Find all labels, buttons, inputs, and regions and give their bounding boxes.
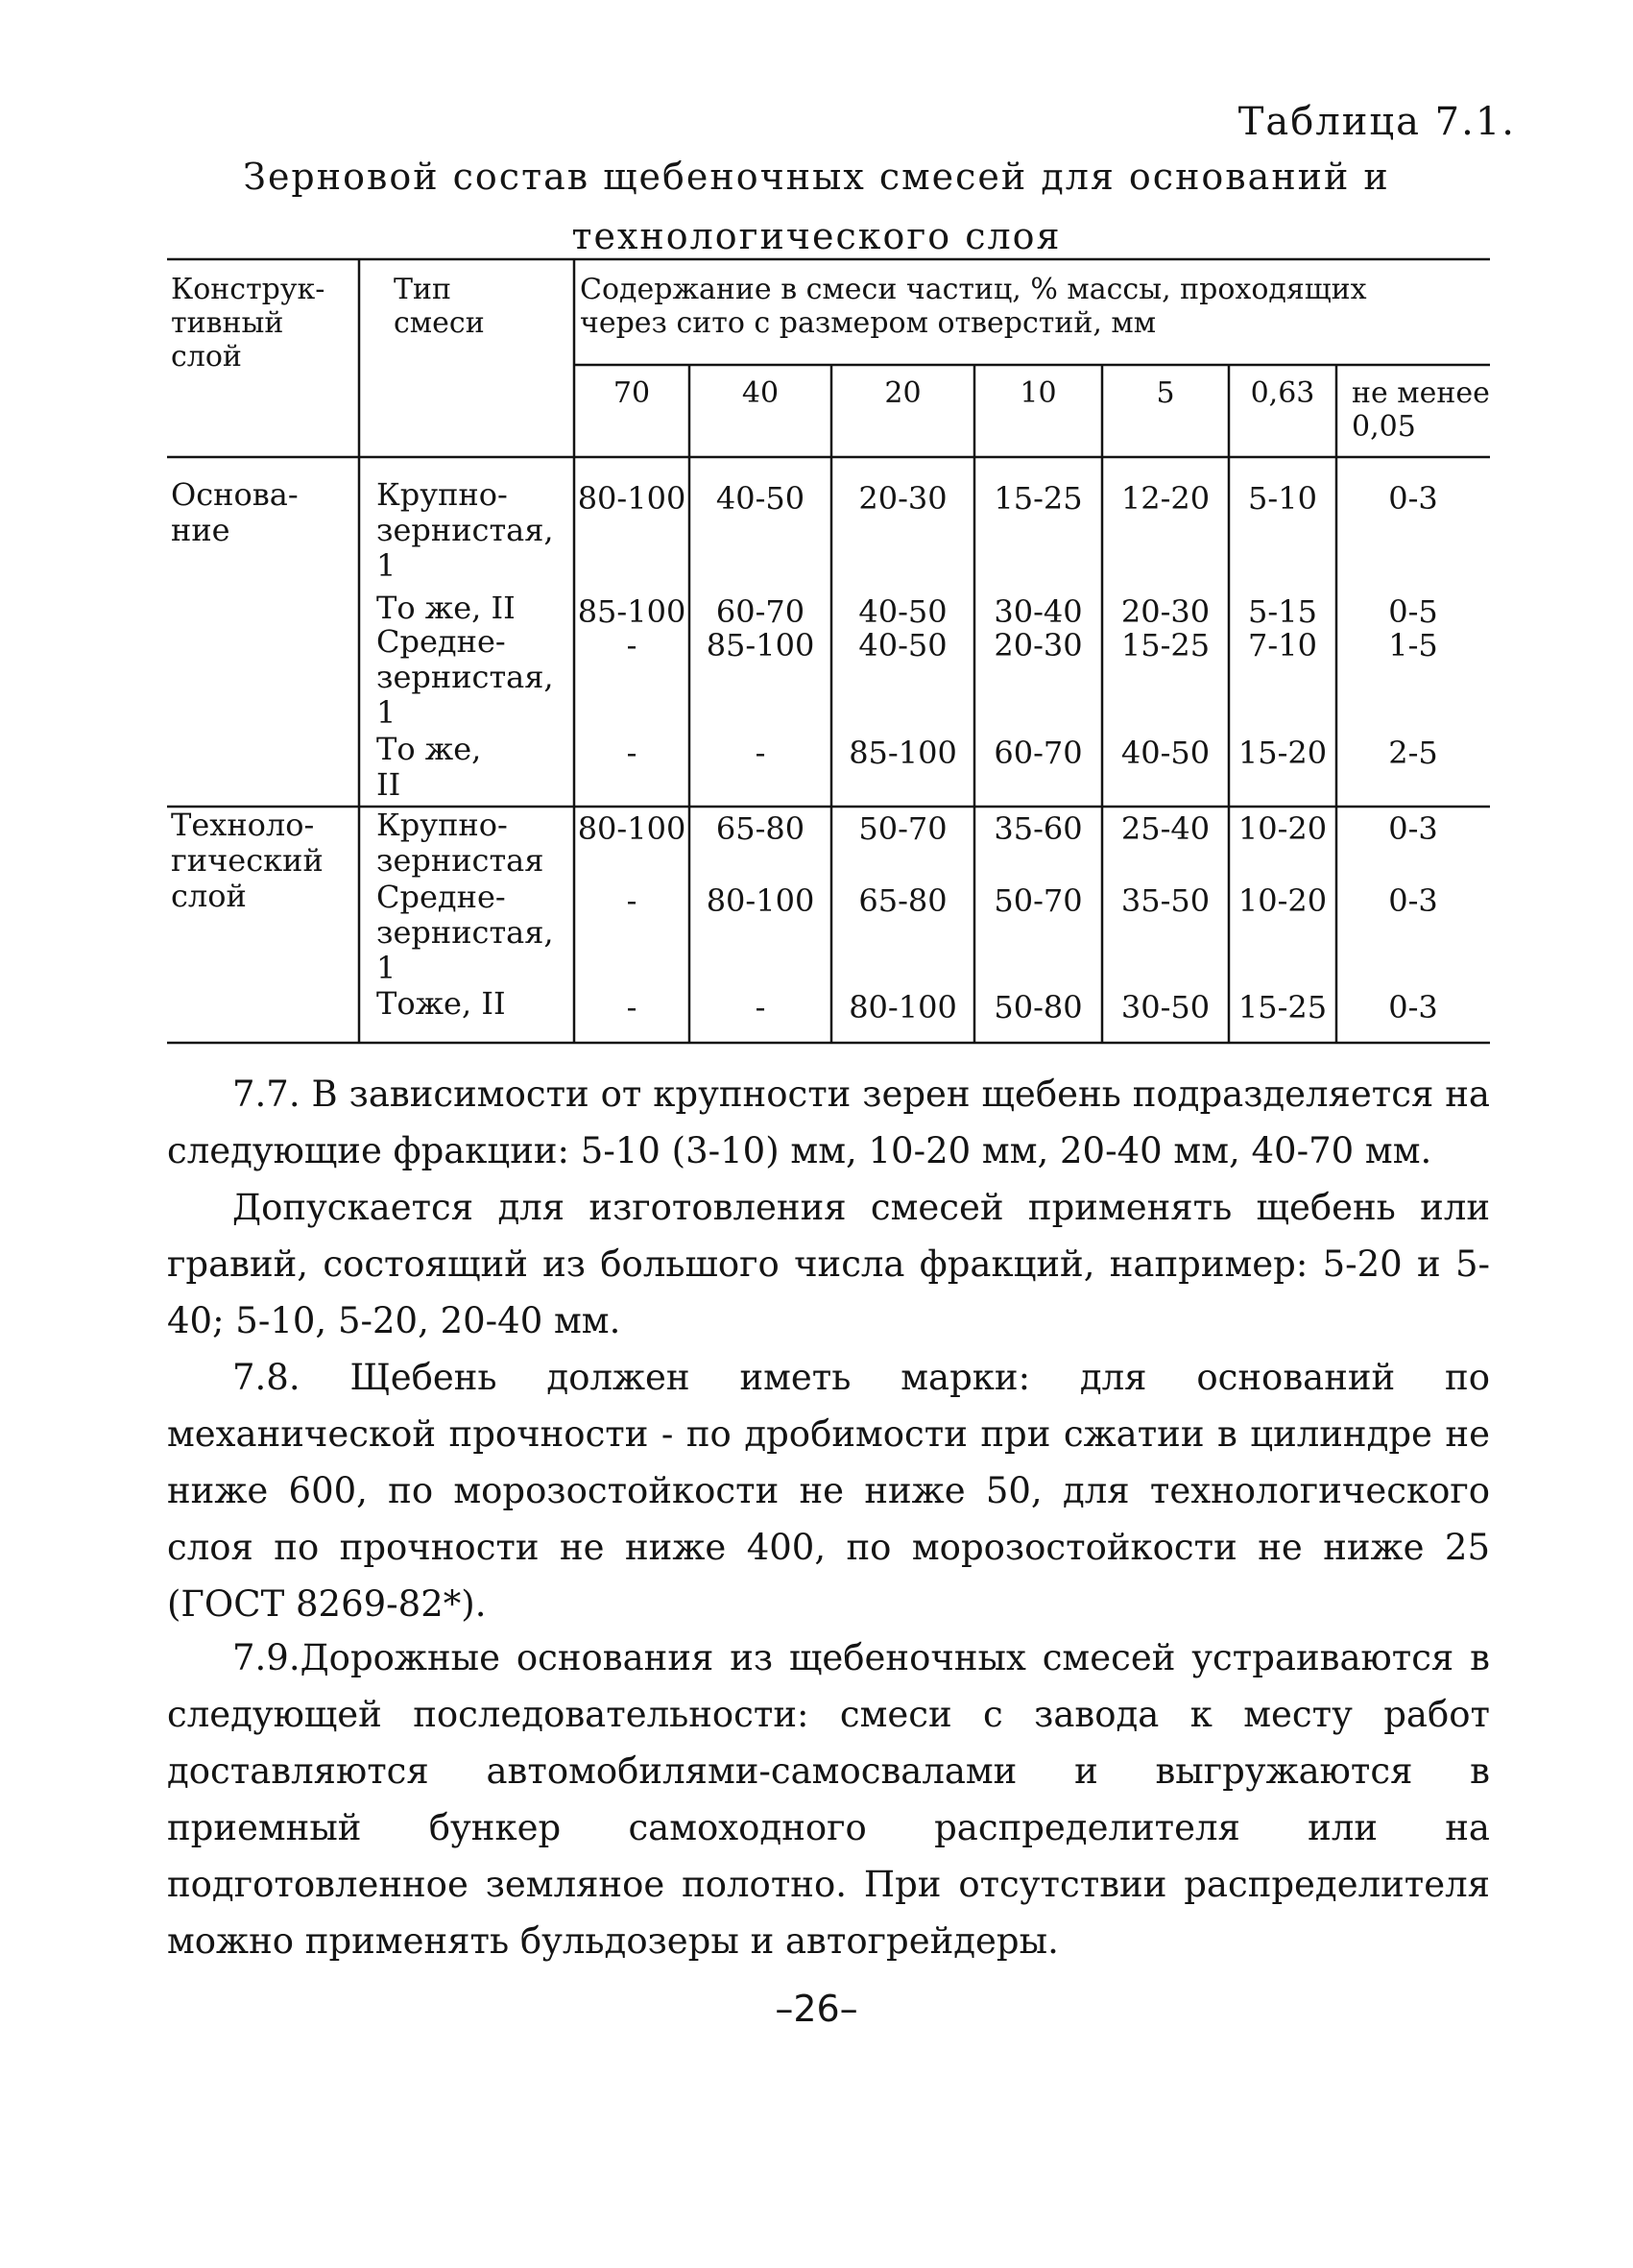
group-layer-1: Техноло- гический слой: [171, 807, 324, 914]
paragraph-lead: 7.8.: [232, 1357, 350, 1398]
header-type: Тип смеси: [394, 273, 485, 340]
header-sieve-6: не менее 0,05: [1352, 376, 1490, 444]
row-type-1-1: Средне- зернистая, 1: [376, 879, 554, 986]
cell-0-2-4: 15-25: [1120, 627, 1211, 664]
paragraph-2: [167, 1349, 1490, 1632]
cell-0-1-1: 60-70: [715, 593, 805, 630]
cell-1-1-5: 10-20: [1237, 882, 1328, 919]
row-type-0-3: То же, II: [376, 731, 482, 803]
row-type-0-2: Средне- зернистая, 1: [376, 623, 554, 731]
cell-0-0-4: 12-20: [1120, 480, 1211, 517]
cell-0-1-2: 40-50: [858, 593, 948, 630]
row-type-1-0: Крупно- зернистая: [376, 807, 544, 879]
paragraph-text: Щебень должен иметь марки: для оснований по механической прочности - по дробимости при сжатии в цилиндре не ниже 600, по морозостойкости не ниже 50, для технологического слоя по прочности не ниже 400, по морозостойкости не ниже 25 (ГОСТ 8269-82*).: [167, 1357, 1490, 1625]
cell-1-2-4: 30-50: [1120, 989, 1211, 1025]
cell-0-1-4: 20-30: [1120, 593, 1211, 630]
cell-0-3-4: 40-50: [1120, 735, 1211, 771]
header-content: Содержание в смеси частиц, % массы, проходящих через сито с размером отверстий, мм: [580, 273, 1367, 340]
cell-0-3-2: 85-100: [849, 735, 957, 771]
cell-0-0-0: 80-100: [577, 480, 686, 517]
paragraph-3: [167, 1629, 1490, 1969]
paragraph-lead: 7.7.: [232, 1074, 312, 1115]
header-sieve-5: 0,63: [1250, 376, 1315, 410]
cell-0-1-5: 5-15: [1248, 593, 1317, 630]
paragraph-text: В зависимости от крупности зерен щебень подразделяется на следующие фракции: 5-10 (3-10) мм, 10-20 мм, 20-40 мм, 40-70 мм.: [167, 1074, 1490, 1171]
paragraph-text: 7.9.Дорожные основания из щебеночных смесей устраиваются в следующей последовательности: смеси с завода к месту работ доставляются автомобилями-самосвалами и выгружаются в приемный бункер самоходного распределителя или на подготовленное земляное полотно. При отсутствии распределителя можно применять бульдозеры и автогрейдеры.: [167, 1637, 1490, 1962]
header-sieve-0: 70: [612, 376, 651, 410]
header-sieve-3: 10: [1020, 376, 1057, 410]
cell-0-0-5: 5-10: [1248, 480, 1317, 517]
cell-0-2-5: 7-10: [1248, 627, 1317, 664]
row-type-1-2: Тоже, II: [376, 985, 506, 1022]
cell-1-0-5: 10-20: [1237, 810, 1328, 847]
cell-1-0-4: 25-40: [1120, 810, 1211, 847]
cell-1-1-4: 35-50: [1120, 882, 1211, 919]
cell-0-3-0: -: [626, 735, 637, 771]
paragraph-1: [167, 1179, 1490, 1349]
cell-1-1-1: 80-100: [706, 882, 815, 919]
cell-1-0-0: 80-100: [577, 810, 686, 847]
cell-1-0-1: 65-80: [715, 810, 805, 847]
cell-0-2-1: 85-100: [706, 627, 815, 664]
cell-0-2-3: 20-30: [994, 627, 1083, 664]
cell-0-0-2: 20-30: [858, 480, 948, 517]
cell-0-0-3: 15-25: [994, 480, 1083, 517]
cell-1-2-6: 0-3: [1388, 989, 1438, 1025]
cell-0-2-6: 1-5: [1388, 627, 1438, 664]
cell-1-2-0: -: [626, 989, 637, 1025]
paragraph-0: [167, 1066, 1490, 1179]
cell-1-0-6: 0-3: [1388, 810, 1438, 847]
cell-0-2-0: -: [626, 627, 637, 664]
cell-0-2-2: 40-50: [858, 627, 948, 664]
cell-0-1-3: 30-40: [994, 593, 1083, 630]
row-type-0-1: То же, II: [376, 590, 516, 626]
group-layer-0: Основа- ние: [171, 476, 299, 548]
cell-0-0-6: 0-3: [1388, 480, 1438, 517]
cell-1-1-2: 65-80: [858, 882, 948, 919]
cell-0-1-6: 0-5: [1388, 593, 1438, 630]
cell-1-0-3: 35-60: [994, 810, 1083, 847]
header-sieve-1: 40: [741, 376, 780, 410]
header-layer: Конструк- тивный слой: [171, 273, 325, 374]
header-sieve-4: 5: [1156, 376, 1175, 410]
cell-0-1-0: 85-100: [577, 593, 686, 630]
table-title-line-2: технологического слоя: [571, 215, 1062, 257]
cell-1-2-2: 80-100: [849, 989, 957, 1025]
cell-1-1-0: -: [626, 882, 637, 919]
row-type-0-0: Крупно- зернистая, 1: [376, 476, 554, 584]
cell-1-1-6: 0-3: [1388, 882, 1438, 919]
cell-1-2-5: 15-25: [1237, 989, 1328, 1025]
table-title-line-1: Зерновой состав щебеночных смесей для оснований и: [243, 156, 1390, 198]
cell-1-1-3: 50-70: [994, 882, 1083, 919]
paragraph-text: Допускается для изготовления смесей применять щебень или гравий, состоящий из большого числа фракций, например: 5-20 и 5-40; 5-10, 5-20, 20-40 мм.: [167, 1187, 1490, 1341]
cell-0-3-3: 60-70: [994, 735, 1083, 771]
page-number: –26–: [775, 1988, 858, 2030]
cell-0-3-1: -: [755, 735, 766, 771]
cell-1-2-1: -: [755, 989, 766, 1025]
cell-0-3-6: 2-5: [1388, 735, 1438, 771]
cell-0-3-5: 15-20: [1237, 735, 1328, 771]
header-sieve-2: 20: [884, 376, 922, 410]
cell-1-0-2: 50-70: [858, 810, 948, 847]
table-label: Таблица 7.1.: [1237, 100, 1516, 144]
cell-1-2-3: 50-80: [994, 989, 1083, 1025]
cell-0-0-1: 40-50: [715, 480, 805, 517]
